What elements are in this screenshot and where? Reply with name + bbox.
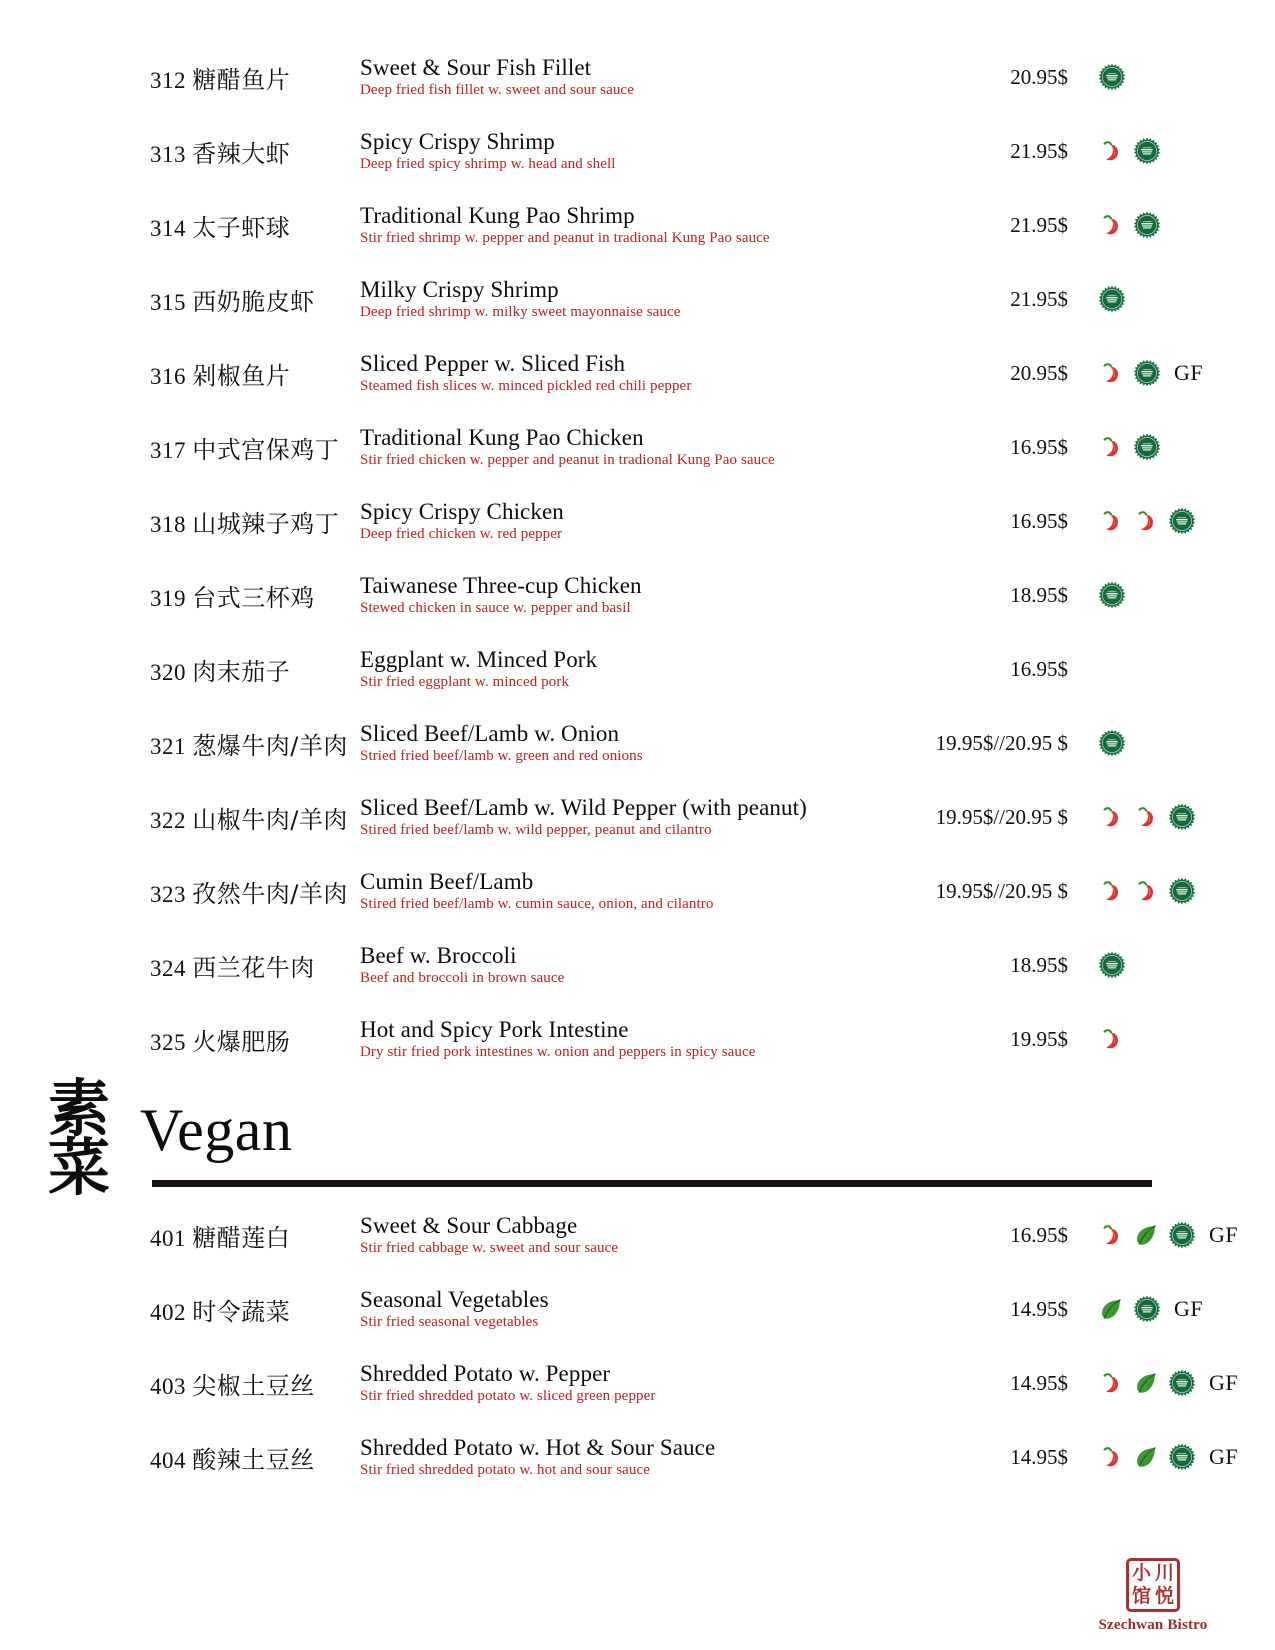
section-divider — [152, 1180, 1152, 1187]
menu-item-price: 18.95$ — [1010, 582, 1068, 607]
menu-item-icons — [1080, 433, 1275, 461]
menu-item-name-english: Cumin Beef/Lamb — [360, 869, 534, 895]
gluten-free-label: GF — [1174, 1296, 1204, 1321]
menu-item-icons — [1080, 803, 1275, 831]
green-seal-badge-icon — [1168, 1221, 1196, 1249]
chili-pepper-icon — [1098, 804, 1124, 830]
menu-item-row[interactable] — [0, 262, 1275, 336]
menu-item-row[interactable] — [0, 1346, 1275, 1420]
chili-pepper-icon — [1133, 804, 1159, 830]
menu-item-description: Stir fried shrimp w. pepper and peanut in tradional Kung Pao sauce — [360, 230, 770, 247]
menu-item-icons — [1080, 877, 1275, 905]
menu-item-icons — [1080, 359, 1275, 387]
menu-item-name-block — [360, 202, 880, 248]
menu-item-name-block — [360, 350, 880, 396]
menu-item-description: Dry stir fried pork intestines w. onion and peppers in spicy sauce — [360, 1044, 756, 1061]
menu-item-code-chinese: 318 山城辣子鸡丁 — [150, 509, 340, 538]
menu-item-description: Deep fried shrimp w. milky sweet mayonnaise sauce — [360, 304, 681, 321]
menu-item-price: 21.95$ — [1010, 212, 1068, 237]
section-header-vegan — [0, 1072, 1275, 1204]
menu-item-name-block — [360, 1212, 880, 1258]
menu-item-price: 14.95$ — [1010, 1296, 1068, 1321]
brand-seal-char-3: 悦 — [1154, 1585, 1174, 1607]
menu-item-icons — [1080, 729, 1275, 757]
menu-item-name-block — [360, 276, 880, 322]
section-title-english: Vegan — [140, 1097, 293, 1163]
green-seal-badge-icon — [1168, 507, 1196, 535]
menu-item-price: 21.95$ — [1010, 138, 1068, 163]
chili-pepper-icon — [1098, 1370, 1124, 1396]
green-leaf-icon — [1133, 1222, 1159, 1248]
menu-item-description: Deep fried chicken w. red pepper — [360, 526, 563, 543]
menu-item-name-block — [360, 1016, 880, 1062]
menu-item-row[interactable] — [0, 1420, 1275, 1494]
menu-item-name-english: Traditional Kung Pao Shrimp — [360, 203, 635, 229]
menu-item-description: Stir fried shredded potato w. sliced green pepper — [360, 1388, 656, 1405]
menu-item-row[interactable] — [0, 706, 1275, 780]
menu-content — [0, 40, 1275, 1494]
menu-item-name-english: Sliced Beef/Lamb w. Wild Pepper (with peanut) — [360, 795, 807, 821]
chili-pepper-icon — [1098, 360, 1124, 386]
menu-item-code-chinese: 317 中式宫保鸡丁 — [150, 435, 340, 464]
menu-item-name-english: Beef w. Broccoli — [360, 943, 517, 969]
menu-item-price: 16.95$ — [1010, 656, 1068, 681]
chili-pepper-icon — [1133, 878, 1159, 904]
green-seal-badge-icon — [1168, 803, 1196, 831]
gluten-free-label: GF — [1209, 1370, 1239, 1395]
menu-item-price: 16.95$ — [1010, 1222, 1068, 1247]
menu-item-price: 19.95$//20.95 $ — [935, 878, 1068, 903]
menu-item-name-block — [360, 720, 880, 766]
menu-item-icons — [1080, 1221, 1275, 1249]
menu-item-icons — [1080, 581, 1275, 609]
menu-item-icons — [1080, 285, 1275, 313]
menu-item-price: 20.95$ — [1010, 64, 1068, 89]
green-seal-badge-icon — [1133, 433, 1161, 461]
brand-seal-icon — [1126, 1558, 1180, 1612]
menu-item-name-english: Sweet & Sour Cabbage — [360, 1213, 578, 1239]
chili-pepper-icon — [1098, 1222, 1124, 1248]
menu-item-icons — [1080, 1026, 1275, 1052]
brand-name: Szechwan Bistro — [1098, 1617, 1208, 1633]
menu-item-description: Stewed chicken in sauce w. pepper and basil — [360, 600, 631, 617]
menu-item-description: Deep fried spicy shrimp w. head and shell — [360, 156, 616, 173]
menu-item-icons — [1080, 1443, 1275, 1471]
menu-item-row[interactable] — [0, 410, 1275, 484]
menu-item-price: 14.95$ — [1010, 1370, 1068, 1395]
menu-item-name-block — [360, 1286, 880, 1332]
menu-item-code-chinese: 323 孜然牛肉/羊肉 — [150, 879, 348, 908]
section-title-chinese: 素菜 — [48, 1072, 111, 1204]
menu-item-row[interactable] — [0, 854, 1275, 928]
menu-item-icons — [1080, 63, 1275, 91]
menu-item-code-chinese: 314 太子虾球 — [150, 213, 291, 242]
chili-pepper-icon — [1133, 508, 1159, 534]
menu-item-row[interactable] — [0, 336, 1275, 410]
green-seal-badge-icon — [1133, 1295, 1161, 1323]
green-seal-badge-icon — [1133, 211, 1161, 239]
chili-pepper-icon — [1098, 1444, 1124, 1470]
menu-item-name-english: Eggplant w. Minced Pork — [360, 647, 598, 673]
menu-item-name-block — [360, 1360, 880, 1406]
menu-item-price: 21.95$ — [1010, 286, 1068, 311]
menu-item-code-chinese: 401 糖醋莲白 — [150, 1223, 291, 1252]
menu-item-price: 19.95$ — [1010, 1026, 1068, 1051]
green-seal-badge-icon — [1098, 63, 1126, 91]
menu-item-row[interactable] — [0, 632, 1275, 706]
green-seal-badge-icon — [1133, 137, 1161, 165]
chili-pepper-icon — [1098, 878, 1124, 904]
menu-item-code-chinese: 324 西兰花牛肉 — [150, 953, 315, 982]
menu-item-row[interactable] — [0, 114, 1275, 188]
menu-item-name-block — [360, 942, 880, 988]
green-seal-badge-icon — [1168, 1443, 1196, 1471]
menu-item-name-english: Shredded Potato w. Pepper — [360, 1361, 611, 1387]
green-leaf-icon — [1098, 1296, 1124, 1322]
chili-pepper-icon — [1098, 1026, 1124, 1052]
menu-item-row[interactable] — [0, 1002, 1275, 1076]
menu-item-name-english: Spicy Crispy Shrimp — [360, 129, 555, 155]
chili-pepper-icon — [1098, 508, 1124, 534]
menu-item-description: Stir fried chicken w. pepper and peanut in tradional Kung Pao sauce — [360, 452, 775, 469]
menu-item-price: 20.95$ — [1010, 360, 1068, 385]
menu-item-icons — [1080, 1369, 1275, 1397]
green-seal-badge-icon — [1098, 285, 1126, 313]
menu-item-name-english: Hot and Spicy Pork Intestine — [360, 1017, 629, 1043]
menu-item-price: 18.95$ — [1010, 952, 1068, 977]
menu-item-row[interactable] — [0, 188, 1275, 262]
menu-item-description: Stired fried beef/lamb w. cumin sauce, onion, and cilantro — [360, 896, 714, 913]
menu-item-price: 19.95$//20.95 $ — [935, 804, 1068, 829]
green-leaf-icon — [1133, 1370, 1159, 1396]
menu-item-name-block — [360, 868, 880, 914]
menu-item-name-block — [360, 128, 880, 174]
green-seal-badge-icon — [1098, 729, 1126, 757]
gluten-free-label: GF — [1174, 360, 1204, 385]
menu-item-description: Stir fried shredded potato w. hot and sour sauce — [360, 1462, 651, 1479]
menu-item-name-english: Sliced Beef/Lamb w. Onion — [360, 721, 620, 747]
menu-item-code-chinese: 312 糖醋鱼片 — [150, 65, 291, 94]
chili-pepper-icon — [1098, 434, 1124, 460]
menu-item-price: 19.95$//20.95 $ — [935, 730, 1068, 755]
menu-item-row[interactable] — [0, 1198, 1275, 1272]
menu-item-code-chinese: 325 火爆肥肠 — [150, 1027, 291, 1056]
brand-seal-char-2: 馆 — [1131, 1585, 1151, 1607]
menu-item-code-chinese: 320 肉末茄子 — [150, 657, 291, 686]
menu-item-price: 16.95$ — [1010, 508, 1068, 533]
green-seal-badge-icon — [1168, 877, 1196, 905]
green-seal-badge-icon — [1098, 581, 1126, 609]
menu-item-code-chinese: 313 香辣大虾 — [150, 139, 291, 168]
menu-item-name-english: Spicy Crispy Chicken — [360, 499, 564, 525]
menu-item-code-chinese: 403 尖椒土豆丝 — [150, 1371, 315, 1400]
menu-item-description: Stried fried beef/lamb w. green and red onions — [360, 748, 643, 765]
menu-item-code-chinese: 319 台式三杯鸡 — [150, 583, 315, 612]
menu-item-name-english: Traditional Kung Pao Chicken — [360, 425, 644, 451]
green-seal-badge-icon — [1168, 1369, 1196, 1397]
menu-item-name-block — [360, 646, 880, 692]
green-seal-badge-icon — [1133, 359, 1161, 387]
menu-item-name-english: Shredded Potato w. Hot & Sour Sauce — [360, 1435, 716, 1461]
menu-item-name-block — [360, 54, 880, 100]
menu-item-row[interactable] — [0, 484, 1275, 558]
green-seal-badge-icon — [1098, 951, 1126, 979]
chili-pepper-icon — [1098, 212, 1124, 238]
menu-item-row[interactable] — [0, 40, 1275, 114]
menu-item-code-chinese: 322 山椒牛肉/羊肉 — [150, 805, 348, 834]
menu-item-row[interactable] — [0, 1272, 1275, 1346]
menu-item-code-chinese: 404 酸辣土豆丝 — [150, 1445, 315, 1474]
menu-item-code-chinese: 316 剁椒鱼片 — [150, 361, 291, 390]
menu-item-description: Deep fried fish fillet w. sweet and sour sauce — [360, 82, 634, 99]
menu-item-icons — [1080, 137, 1275, 165]
menu-item-name-block — [360, 498, 880, 544]
menu-item-name-block — [360, 794, 880, 840]
menu-item-name-english: Sweet & Sour Fish Fillet — [360, 55, 592, 81]
menu-item-price: 16.95$ — [1010, 434, 1068, 459]
chili-pepper-icon — [1098, 138, 1124, 164]
menu-item-row[interactable] — [0, 928, 1275, 1002]
menu-item-price: 14.95$ — [1010, 1444, 1068, 1469]
menu-item-name-english: Sliced Pepper w. Sliced Fish — [360, 351, 626, 377]
menu-item-row[interactable] — [0, 558, 1275, 632]
menu-item-description: Stired fried beef/lamb w. wild pepper, peanut and cilantro — [360, 822, 712, 839]
gluten-free-label: GF — [1209, 1222, 1239, 1247]
brand-seal-char-0: 小 — [1131, 1562, 1151, 1584]
restaurant-logo — [1073, 1558, 1233, 1634]
menu-item-description: Stir fried cabbage w. sweet and sour sauce — [360, 1240, 619, 1257]
menu-item-icons — [1080, 1295, 1275, 1323]
menu-item-icons — [1080, 507, 1275, 535]
menu-item-name-block — [360, 1434, 880, 1480]
menu-item-name-english: Seasonal Vegetables — [360, 1287, 549, 1313]
menu-item-name-english: Taiwanese Three-cup Chicken — [360, 573, 642, 599]
menu-item-description: Steamed fish slices w. minced pickled red chili pepper — [360, 378, 692, 395]
menu-item-description: Stir fried seasonal vegetables — [360, 1314, 539, 1331]
menu-item-row[interactable] — [0, 780, 1275, 854]
menu-item-code-chinese: 321 葱爆牛肉/羊肉 — [150, 731, 348, 760]
menu-item-name-block — [360, 424, 880, 470]
menu-item-description: Stir fried eggplant w. minced pork — [360, 674, 570, 691]
menu-item-name-english: Milky Crispy Shrimp — [360, 277, 559, 303]
brand-seal-char-1: 川 — [1154, 1562, 1174, 1584]
menu-item-name-block — [360, 572, 880, 618]
menu-item-icons — [1080, 211, 1275, 239]
menu-item-code-chinese: 402 时令蔬菜 — [150, 1297, 291, 1326]
menu-item-icons — [1080, 951, 1275, 979]
menu-item-description: Beef and broccoli in brown sauce — [360, 970, 565, 987]
menu-item-code-chinese: 315 西奶脆皮虾 — [150, 287, 315, 316]
gluten-free-label: GF — [1209, 1444, 1239, 1469]
green-leaf-icon — [1133, 1444, 1159, 1470]
